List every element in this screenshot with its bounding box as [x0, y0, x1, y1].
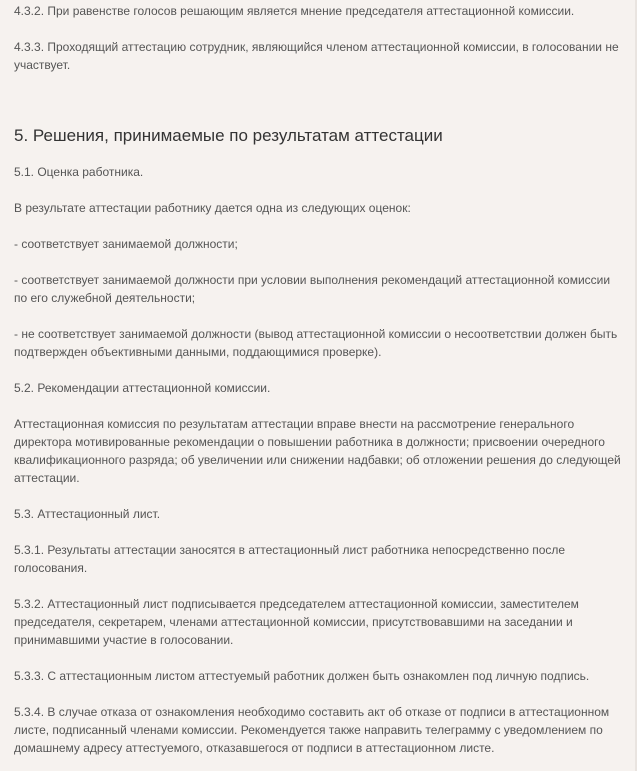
- list-item-does-not-fit: - не соответствует занимаемой должности (вывод аттестационной комиссии о несоответствии должен быть подтвержден объективными данными, поддающимися проверке).: [14, 327, 618, 359]
- paragraph-5-1: 5.1. Оценка работника.: [14, 165, 144, 179]
- paragraph-recommendations: Аттестационная комиссия по результатам аттестации вправе внести на рассмотрение генерального директора мотивированные рекомендации о повышении работника в должности; присвоении очередного квалификационного разряда; об увеличении или снижении надбавки; об отложении решения до следующей аттестации.: [14, 417, 621, 485]
- paragraph-4-3-3: 4.3.3. Проходящий аттестацию сотрудник, являющийся членом аттестационной комиссии, в голосовании не участвует.: [14, 40, 619, 72]
- paragraph-5-3-4: 5.3.4. В случае отказа от ознакомления необходимо составить акт об отказе от подписи в аттестационном листе, подписанный членами комиссии. Рекомендуется также направить телеграмму с уведомлением по домашнему адресу аттестуемого, отказавшегося от подписи в аттестационном листе.: [14, 705, 610, 755]
- list-item-fits-conditionally: - соответствует занимаемой должности при условии выполнения рекомендаций аттестационной комиссии по его служебной деятельности;: [14, 273, 611, 305]
- paragraph-5-2: 5.2. Рекомендации аттестационной комиссии.: [14, 381, 271, 395]
- paragraph-5-3-3: 5.3.3. С аттестационным листом аттестуемый работник должен быть ознакомлен под личную подпись.: [14, 669, 590, 683]
- list-item-fits-position: - соответствует занимаемой должности;: [14, 237, 238, 251]
- section-heading: 5. Решения, принимаемые по результатам аттестации: [14, 126, 443, 145]
- paragraph-5-3: 5.3. Аттестационный лист.: [14, 507, 161, 521]
- paragraph-5-3-1: 5.3.1. Результаты аттестации заносятся в аттестационный лист работника непосредственно после голосования.: [14, 543, 566, 575]
- paragraph-assessment-intro: В результате аттестации работнику дается одна из следующих оценок:: [14, 201, 411, 215]
- paragraph-5-3-2: 5.3.2. Аттестационный лист подписывается председателем аттестационной комиссии, заместителем председателя, секретарем, членами аттестационной комиссии, присутствовавшими на заседании и принимавшими участие в голосовании.: [14, 597, 579, 647]
- paragraph-4-3-2: 4.3.2. При равенстве голосов решающим является мнение председателя аттестационной комиссии.: [14, 4, 575, 18]
